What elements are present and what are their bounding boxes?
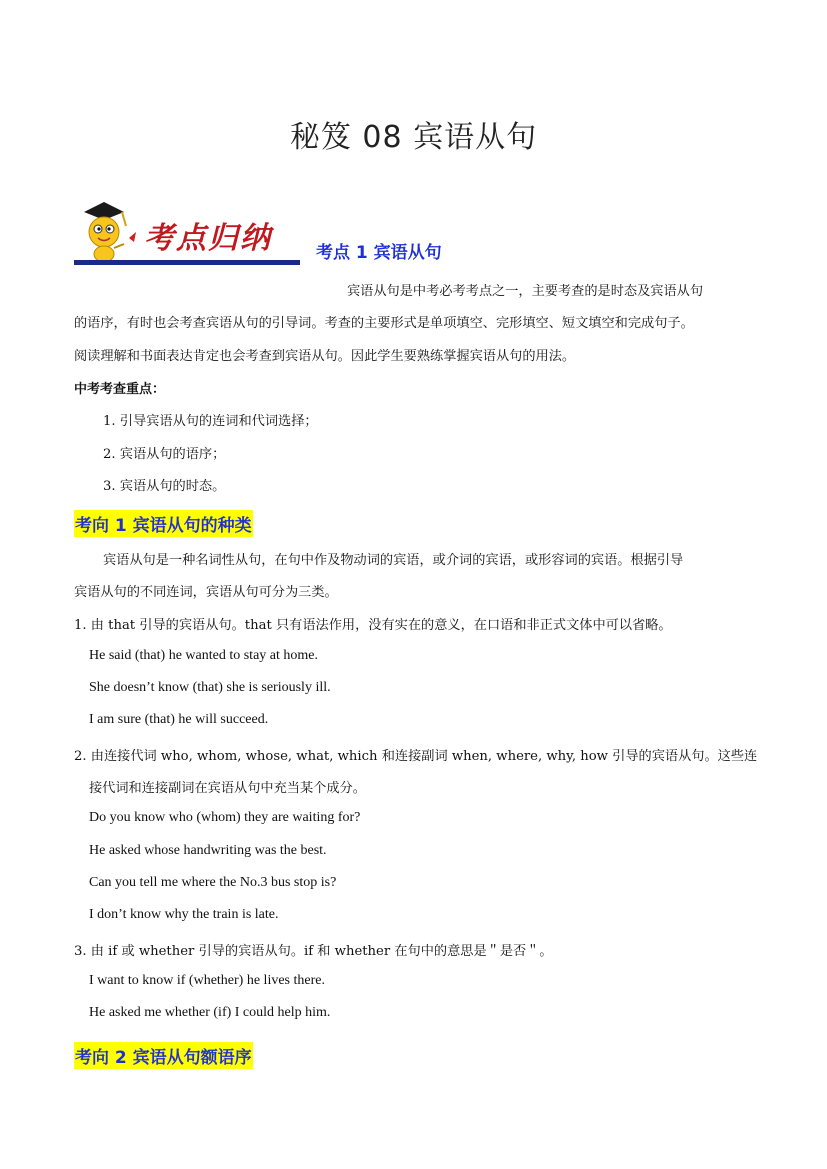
example-sentence: I don’t know why the train is late. [89, 907, 279, 922]
focus-item: 3. 宾语从句的时态。 [103, 479, 226, 494]
kaodian-guina-banner [74, 198, 300, 268]
example-sentence: She doesn’t know (that) she is seriously ill. [89, 680, 331, 695]
focus-label: 中考考查重点： [74, 382, 166, 397]
rule-item-3: 3. 由 if 或 whether 引导的宾语从句。if 和 whether 在句中的意思是＂是否＂。 [74, 944, 553, 959]
banner-text: 考点归纳 [144, 221, 272, 256]
example-sentence: I am sure (that) he will succeed. [89, 712, 269, 727]
example-sentence: He asked whose handwriting was the best. [89, 843, 327, 858]
section1-intro-1: 宾语从句是一种名词性从句，在句中作及物动词的宾语，或介词的宾语，或形容词的宾语。根据引导 [103, 553, 684, 568]
intro-line-1: 宾语从句是中考必考考点之一，主要考查的是时态及宾语从句 [347, 284, 704, 299]
rule-item-1: 1. 由 that 引导的宾语从句。that 只有语法作用，没有实在的意义，在口语和非正式文体中可以省略。 [74, 618, 672, 633]
example-sentence: Do you know who (whom) they are waiting for? [89, 810, 361, 825]
focus-item: 2. 宾语从句的语序； [103, 447, 226, 462]
section1-intro-2: 宾语从句的不同连词，宾语从句可分为三类。 [74, 585, 338, 600]
focus-item: 1. 引导宾语从句的连词和代词选择； [103, 414, 318, 429]
intro-line-2: 的语序，有时也会考查宾语从句的引导词。考查的主要形式是单项填空、完形填空、短文填空和完成句子。 [74, 316, 694, 331]
page-title: 秘笈 08 宾语从句 [289, 120, 538, 155]
section-heading: 考向 1 宾语从句的种类 [74, 510, 253, 537]
example-sentence: He said (that) he wanted to stay at home. [89, 648, 318, 663]
example-sentence: Can you tell me where the No.3 bus stop is? [89, 875, 337, 890]
rule-item-2-cont: 接代词和连接副词在宾语从句中充当某个成分。 [89, 781, 366, 796]
example-sentence: He asked me whether (if) I could help him. [89, 1005, 331, 1020]
section-heading: 考向 2 宾语从句额语序 [74, 1042, 253, 1069]
scholar-mascot-icon [74, 198, 300, 268]
intro-line-3: 阅读理解和书面表达肯定也会考查到宾语从句。因此学生要熟练掌握宾语从句的用法。 [74, 349, 576, 364]
example-sentence: I want to know if (whether) he lives there. [89, 973, 325, 988]
kaodian-heading: 考点 1 宾语从句 [316, 243, 442, 263]
rule-item-2: 2. 由连接代词 who, whom, whose, what, which 和连接副词 when, where, why, how 引导的宾语从句。这些连 [74, 749, 758, 764]
